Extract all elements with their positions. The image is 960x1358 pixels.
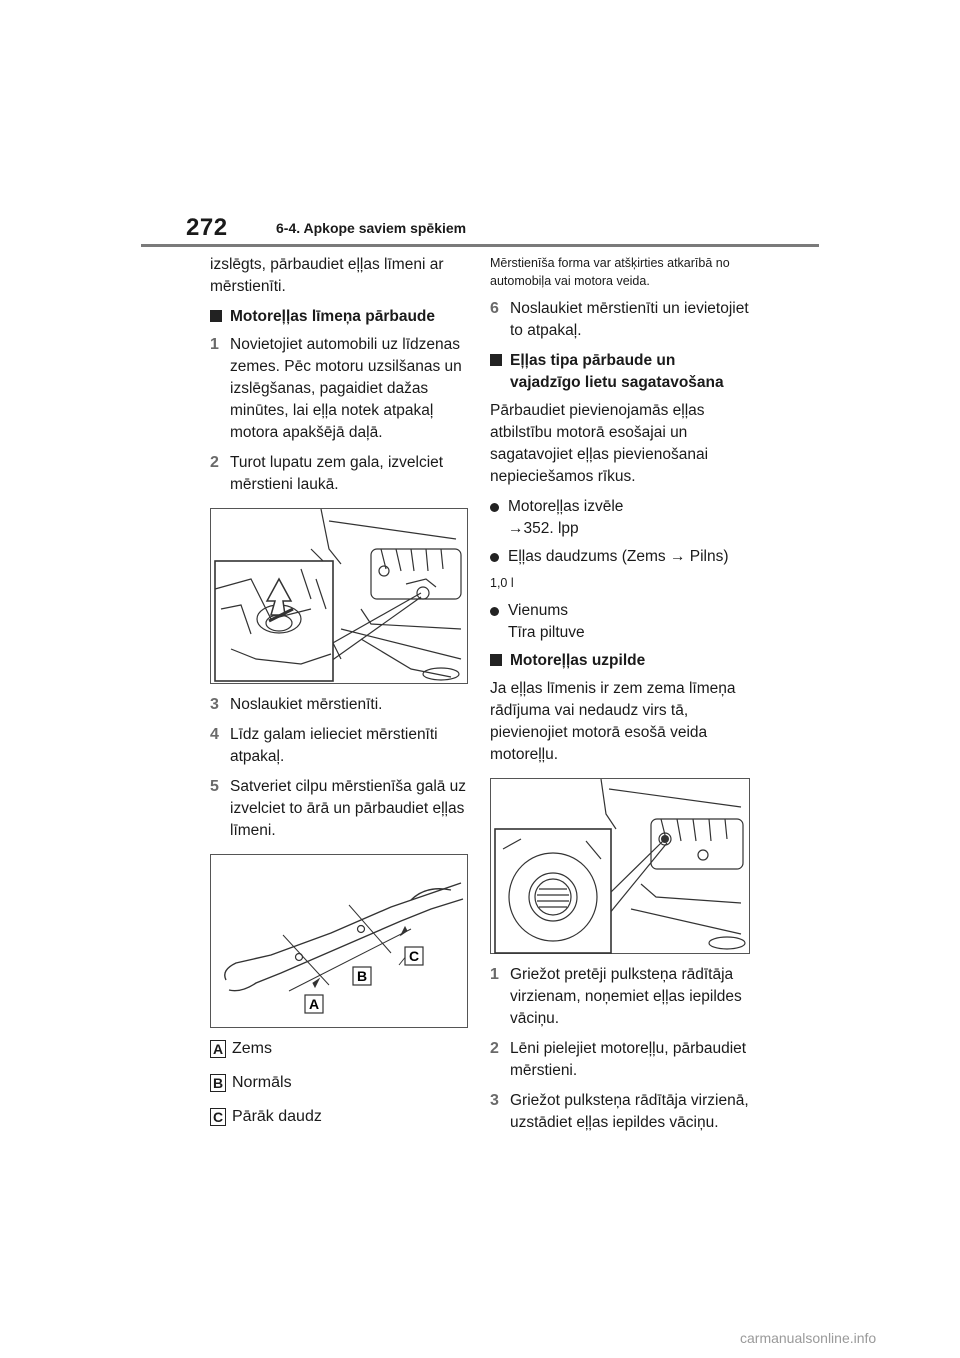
step-number: 2: [210, 454, 219, 471]
step-number: 1: [210, 336, 219, 353]
bullet-item: [490, 546, 750, 568]
heading-text: Motoreļļas līmeņa pārbaude: [230, 308, 435, 325]
page-number: 272: [186, 214, 228, 241]
oil-quantity: 1,0 l: [490, 576, 514, 590]
left-column: [210, 254, 468, 1140]
step-number: 3: [210, 696, 219, 713]
bullet-title: Vienums: [508, 602, 569, 619]
legend-key: C: [210, 1108, 226, 1126]
bullet-dot-icon: [490, 553, 499, 562]
legend-key: B: [210, 1074, 226, 1092]
oil-refill-heading: [490, 650, 750, 672]
bullet-title: Motoreļļas izvēle: [508, 498, 624, 515]
square-bullet-icon: [490, 354, 502, 366]
heading-text: Eļļas tipa pārbaude un vajadzīgo lietu sagatavošana: [510, 352, 724, 391]
filler-cap-drawing: [491, 779, 751, 955]
step-number: 1: [490, 966, 499, 983]
step-item: [490, 964, 750, 1030]
figure-label-a: A: [308, 996, 320, 1012]
dipstick-drawing: [211, 855, 469, 1029]
legend-text: Pārāk daudz: [232, 1108, 322, 1125]
heading-text: Motoreļļas uzpilde: [510, 652, 646, 669]
site-watermark: carmanualsonline.info: [740, 1330, 877, 1346]
dipstick-legend: [210, 1038, 468, 1128]
step-text: Līdz galam ielieciet mērstienīti atpakaļ.: [230, 726, 438, 765]
step-text: Turot lupatu zem gala, izvelciet mērstieni laukā.: [230, 454, 444, 493]
legend-item: [210, 1072, 468, 1094]
step-number: 5: [210, 778, 219, 795]
step-item: [490, 298, 750, 342]
figure-label-c: C: [408, 948, 420, 964]
step-text: Noslaukiet mērstienīti.: [230, 696, 383, 713]
figure-label-b: B: [356, 968, 368, 984]
step-item: [210, 694, 468, 716]
dipstick-engine-illustration: [210, 508, 468, 684]
bullet-item: [490, 600, 750, 644]
page-reference-link[interactable]: →352. lpp: [508, 520, 579, 537]
bullet-subtext: Tīra piltuve: [508, 624, 585, 641]
intro-text: izslēgts, pārbaudiet eļļas līmeni ar mērstienīti.: [210, 256, 444, 295]
dipstick-note: Mērstienīša forma var atšķirties atkarībā no automobiļa vai motora veida.: [490, 256, 730, 288]
legend-text: Zems: [232, 1040, 272, 1057]
step-item: [210, 776, 468, 842]
step-number: 3: [490, 1092, 499, 1109]
square-bullet-icon: [210, 310, 222, 322]
step-number: 4: [210, 726, 219, 743]
bullet-dot-icon: [490, 607, 499, 616]
oil-type-paragraph: Pārbaudiet pievienojamās eļļas atbilstību motorā esošajai un sagatavojiet eļļas pievienošanai nepieciešamos rīkus.: [490, 402, 709, 485]
legend-item: [210, 1038, 468, 1060]
square-bullet-icon: [490, 654, 502, 666]
step-text: Griežot pretēji pulksteņa rādītāja virzienam, noņemiet eļļas iepildes vāciņu.: [510, 966, 742, 1027]
legend-key: A: [210, 1040, 226, 1058]
section-title: 6-4. Apkope saviem spēkiem: [276, 220, 467, 236]
legend-text: Normāls: [232, 1074, 292, 1091]
step-item: [210, 334, 468, 444]
step-number: 2: [490, 1040, 499, 1057]
oil-refill-paragraph: Ja eļļas līmenis ir zem zema līmeņa rādījuma vai nedaudz virs tā, pievienojiet motorā esošā veida motoreļļu.: [490, 680, 736, 763]
step-number: 6: [490, 300, 499, 317]
step-text: Satveriet cilpu mērstienīša galā uz izvelciet to ārā un pārbaudiet eļļas līmeni.: [230, 778, 467, 839]
step-text: Noslaukiet mērstienīti un ievietojiet to atpakaļ.: [510, 300, 749, 339]
oil-type-heading: [490, 350, 750, 394]
step-item: [490, 1038, 750, 1082]
right-column: [490, 254, 750, 1142]
bullet-title: Eļļas daudzums (Zems → Pilns): [508, 548, 729, 565]
step-text: Novietojiet automobili uz līdzenas zemes. Pēc motoru uzsilšanas un izslēgšanas, pagaidiet dažas minūtes, lai eļļa notek atpakaļ motora apakšējā daļā.: [230, 336, 462, 441]
oil-level-heading: [210, 306, 468, 328]
oil-filler-cap-illustration: [490, 778, 750, 954]
dipstick-levels-illustration: [210, 854, 468, 1028]
bullet-item: [490, 496, 750, 540]
legend-item: [210, 1106, 468, 1128]
engine-bay-drawing: [211, 509, 469, 685]
step-item: [210, 452, 468, 496]
step-text: Lēni pielejiet motoreļļu, pārbaudiet mērstieni.: [510, 1040, 747, 1079]
step-item: [490, 1090, 750, 1134]
step-text: Griežot pulksteņa rādītāja virzienā, uzstādiet eļļas iepildes vāciņu.: [510, 1092, 749, 1131]
bullet-dot-icon: [490, 503, 499, 512]
header-rule: [141, 244, 819, 247]
step-item: [210, 724, 468, 768]
